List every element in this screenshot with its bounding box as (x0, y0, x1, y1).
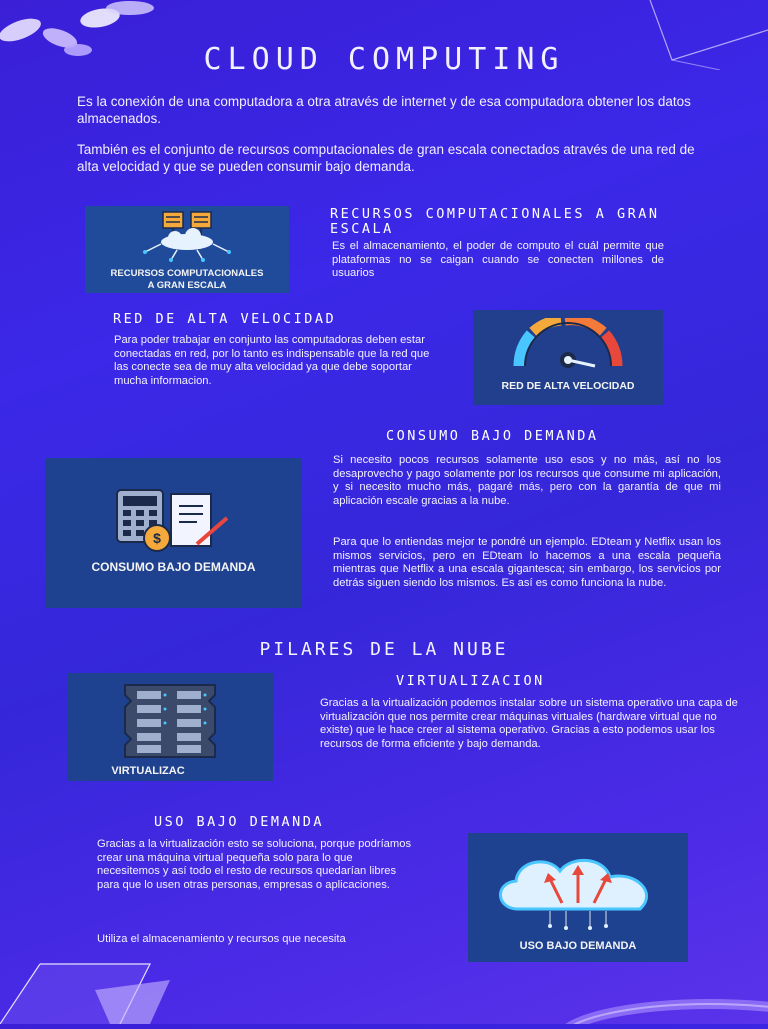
uso-card-label: USO BAJO DEMANDA (519, 940, 637, 952)
virtualizacion-card (67, 673, 273, 781)
uso-card (468, 833, 688, 962)
decorative-ring-bottom-right (560, 980, 768, 1024)
consumo-heading: CONSUMO BAJO DEMANDA (386, 428, 599, 444)
virtualizacion-card-label: VIRTUALIZAC (111, 765, 185, 777)
intro-paragraph-1: Es la conexión de una computadora a otra através de internet y de esa computadora obtener los datos almacenados. (77, 94, 691, 126)
page-title: CLOUD COMPUTING (203, 42, 565, 77)
virtualizacion-body: Gracias a la virtualización podemos instalar sobre un sistema operativo una capa de virtualización que nos permite crear máquinas virtuales (hardware virtual que no existe) que le hace creer al sistema operativo. Gracias a esto podemos usar los recursos de forma eficiente y bajo demanda. (320, 697, 738, 750)
speedometer-icon (511, 318, 625, 370)
intro-paragraph-2: También es el conjunto de recursos computacionales de gran escala conectados através de una red de alta velocidad y que se pueden consumir bajo demanda. (77, 142, 695, 174)
consumo-body-1: Si necesito pocos recursos solamente uso esos y no más, así no los desaprovecho y pago solamente por los recursos que consume mi aplicación, y si necesito mucho más, pagaré más, pero con la garantía de que mi aplicación escale gracias a la nube. (333, 454, 721, 507)
recursos-card-label-2: A GRAN ESCALA (147, 280, 227, 291)
uso-body-2: Utiliza el almacenamiento y recursos que necesita (97, 933, 346, 945)
pilares-heading: PILARES DE LA NUBE (259, 639, 509, 660)
red-body: Para poder trabajar en conjunto las computadoras deben estar conectadas en red, por lo tanto es indispensable que la red que las conecte sea de muy alta velocidad ya que debe soportar mucha informacion. (114, 334, 430, 387)
svg-text:$: $ (153, 530, 161, 546)
red-card (473, 310, 663, 405)
consumo-card (45, 458, 302, 608)
calculator-invoice-icon (113, 488, 233, 554)
red-heading: RED DE ALTA VELOCIDAD (113, 311, 337, 327)
red-card-label: RED DE ALTA VELOCIDAD (501, 380, 635, 392)
virtualizacion-heading: VIRTUALIZACION (396, 673, 545, 689)
server-rack-icon (107, 683, 233, 759)
uso-heading: USO BAJO DEMANDA (154, 814, 325, 830)
decorative-prism-bottom-left (0, 950, 180, 1024)
consumo-card-label: CONSUMO BAJO DEMANDA (91, 560, 256, 574)
recursos-heading: RECURSOS COMPUTACIONALES A GRAN ESCALA (330, 206, 660, 237)
consumo-body-2: Para que lo entiendas mejor te pondré un ejemplo. EDteam y Netflix usan los mismos servicios, pero en EDteam lo hacemos a una escala pequeña mientras que Netflix a una escala gigantesca; sin embargo, los servicios por detrás siguen siendo los mismos. Es así es como funciona la nube. (333, 536, 721, 589)
server-cloud-icon (141, 210, 233, 262)
cloud-upload-icon (490, 853, 666, 931)
recursos-card (85, 206, 289, 293)
recursos-body: Es el almacenamiento, el poder de computo el cuál permite que plataformas no se caigan cuando se conecten millones de usuarios (332, 240, 664, 280)
uso-body-1: Gracias a la virtualización esto se soluciona, porque podríamos crear una máquina virtual pequeña solo para lo que necesitemos y así todo el resto de recursos quedarían libres para que lo usen otras personas, empresas o aplicaciones. (97, 838, 412, 891)
recursos-card-label-1: RECURSOS COMPUTACIONALES (110, 268, 264, 279)
